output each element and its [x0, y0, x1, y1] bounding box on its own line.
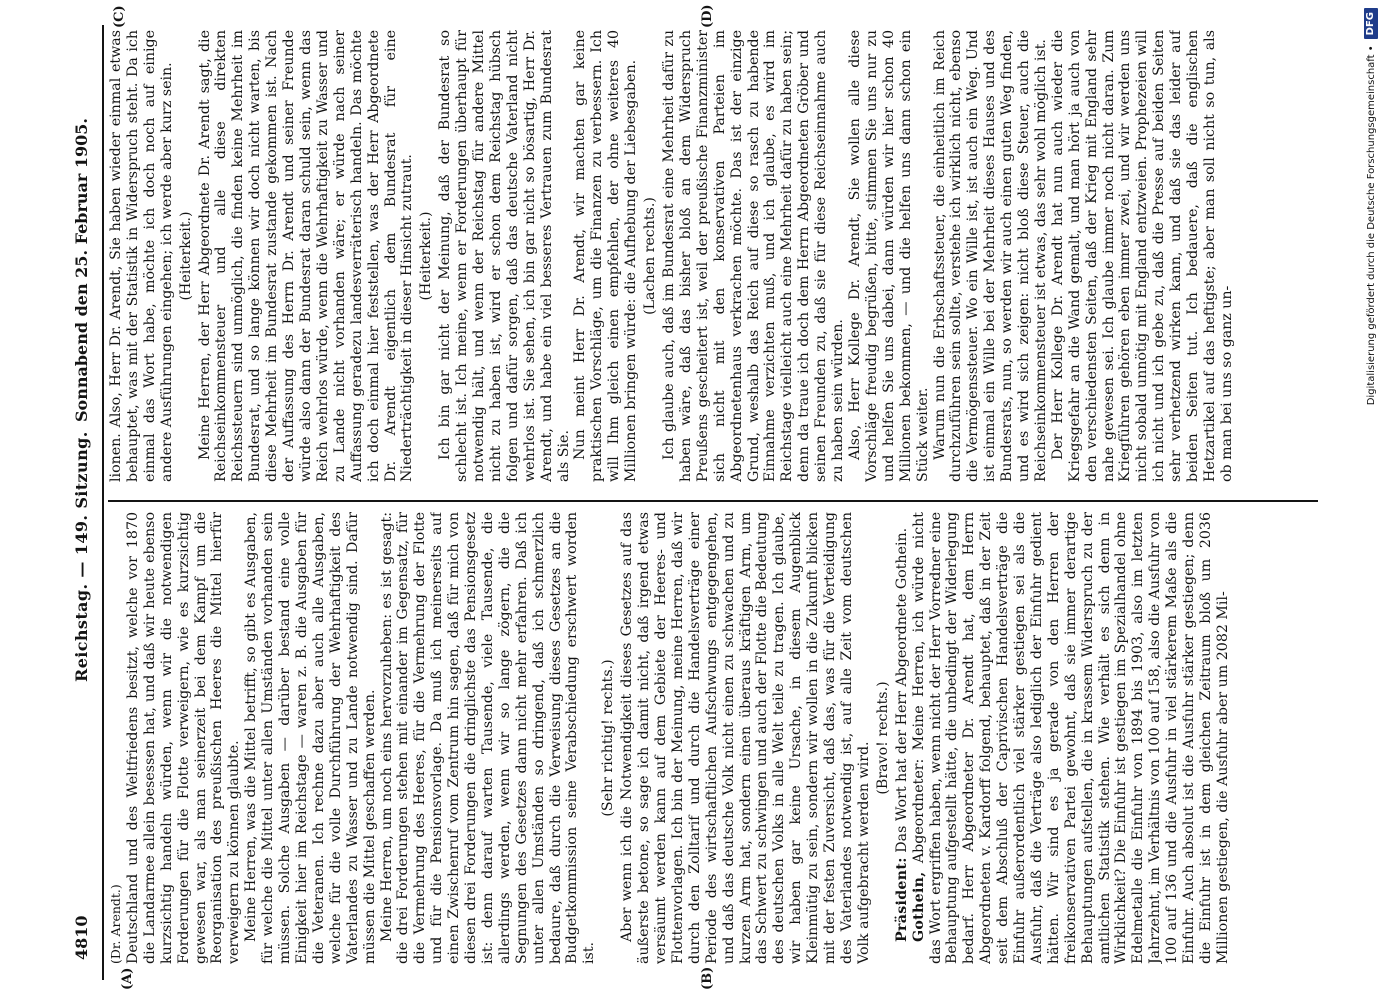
dfg-attribution	[1362, 8, 1380, 998]
president-label: Präsident:	[893, 857, 910, 942]
gothein-speech	[911, 512, 1232, 964]
president-statement	[894, 512, 911, 964]
president-text: Das Wort hat der Herr Abgeordnete Gothein.	[893, 527, 910, 853]
attribution-text: Digitalisierung gefördert durch die Deutsche Forschungsgemeinschaft •	[1365, 45, 1377, 406]
paragraph: Also, Herr Kollege Dr. Arendt, Sie wollen alle diese Vorschläge freudig begrüßen, bitte, stimmen Sie uns nur zu und helfen Sie uns dabei, dann würden wir hier schon 40 Millionen bekommen, — und die helfen uns dann schon ein Stück weiter.	[846, 30, 931, 482]
margin-marker-d: (D)	[700, 4, 715, 28]
newspaper-sheet	[10, 0, 1383, 1000]
paragraph: Warum nun die Erbschaftssteuer, die einheitlich im Reich durchzuführen sein sollte, verstehe ich wirklich nicht, ebenso die Vermögenssteuer. Wo ein Wille ist, ist auch ein Weg. Und ist einmal ein Wille bei der Mehrheit dieses Hauses und des Bundesrats, nun, so werden wir auch einen guten Weg finden, und es wird sich zeigen: nicht bloß diese Steuer, auch die Reichseinkommensteuer ist etwas, das sehr wohl möglich ist.	[931, 30, 1049, 482]
paragraph: Ich bin gar nicht der Meinung, daß der Bundesrat so schlecht ist. Ich meine, wenn er Forderungen überhaupt für notwendig hält, und wenn der Reichstag für andere Mittel nicht zu haben ist, wird er schon dem Reichstag hübsch folgen und dafür sorgen, daß das deutsche Vaterland nicht wehrlos ist. Sie sehen, ich bin gar nicht so bösartig, Herr Dr. Arendt, und habe ein viel besseres Vertrauen zum Bundesrat als Sie.	[437, 30, 572, 482]
left-column	[108, 512, 1323, 964]
page-number: 4810	[72, 915, 91, 960]
gothein-label: Gothein,	[910, 871, 927, 942]
paragraph: Meine Herren, der Herr Abgeordnete Dr. Arendt sagt, die Reichseinkommensteuer und alle diese direkten Reichssteuern sind unmöglich, die finden keine Mehrheit im Bundesrat, und so lange können wir doch nicht warten, bis diese Mehrheit im Bundesrat zustande gekommen ist. Nach der Auffassung des Herrn Dr. Arendt und seiner Freunde würde also dann der Bundesrat daran schuld sein, wenn das Reich wehrlos würde, wenn die Wehrhaftigkeit zu Wasser und zu Lande nicht vorhanden wäre; er würde nach seiner Auffassung geradezu landesverräterisch handeln. Das möchte ich doch einmal hier feststellen, was der Herr Abgeordnete Dr. Arendt eigentlich dem Bundesrat für eine Niederträchtigkeit in dieser Hinsicht zutraut.	[196, 30, 416, 482]
right-column	[108, 30, 1323, 482]
sitting-title: Reichstag. — 149. Sitzung.	[72, 431, 91, 682]
interjection: (Heiterkeit.)	[418, 211, 435, 301]
running-head	[70, 24, 100, 982]
margin-marker-a: (A)	[120, 967, 135, 990]
sitting-date: Sonnabend den 25. Februar 1905.	[72, 118, 91, 422]
margin-marker-b: (B)	[700, 966, 715, 990]
paragraph: Meine Herren, was die Mittel betrifft, so gibt es Ausgaben, für welche die Mittel unter allen Umständen vorhanden sein müssen. Solche Ausgaben — darüber bestand eine volle Einigkeit hier im Reichstage — waren z. B. die Ausgaben für die Veteranen. Ich rechne dazu aber auch alle Ausgaben, welche für die volle Durchführung der Wehrhaftigkeit des Vaterlandes zu Wasser und zu Lande notwendig sind. Dafür müssen die Mittel geschaffen werden.	[243, 512, 378, 964]
paragraph: Nun meint Herr Dr. Arendt, wir machten gar keine praktischen Vorschläge, um die Finanzen zu verbessern. Ich will Ihm gleich einen empfehlen, der ohne weiteres 40 Millionen bringen würde: die Aufhebung der Liebesgaben.	[572, 30, 640, 482]
interjection: (Bravo! rechts.)	[874, 681, 891, 795]
paragraph: lionen. Also, Herr Dr. Arendt, Sie haben wieder einmal etwas behauptet, was mit der Statistik in Widerspruch steht. Da ich einmal das Wort habe, möchte ich doch noch auf einige andere Ausführungen eingehen; ich werde aber kurz sein.	[108, 30, 175, 482]
interjection: (Sehr richtig! rechts.)	[600, 659, 617, 817]
paragraph: Meine Herren, um noch eins hervorzuheben: es ist gesagt: die drei Forderungen stehen mit einander im Gegensatz, für die Vermehrung des Heeres, für die Vermehrung der Flotte und für die Pensionsvorlage. Da muß ich meinerseits auf einen Zwischenruf vom Zentrum hin sagen, daß für mich von diesen drei Forderungen die dringlichste das Pensionsgesetz ist: denn darauf warten Tausende, viele Tausende, die allerdings werden, wenn wir so lange zögern, die die Segnungen des Gesetzes dann nicht mehr erfahren. Daß ich unter allen Umständen so dringend, daß ich schmerzlich bedaure, daß durch die Verweisung dieses Gesetzes an die Budgetkommission seine Verabschiedung erschwert worden ist.	[378, 512, 598, 964]
interjection: (Lachen rechts.)	[642, 197, 659, 315]
paragraph: Ich glaube auch, daß im Bundesrat eine Mehrheit dafür zu haben wäre, daß das bisher bloß an dem Widerspruch Preußens gescheitert ist, weil der preußische Finanzminister sich nicht mit den konservativen Parteien im Abgeordnetenhaus verkrachen möchte. Das ist der einzige Grund, weshalb das Reich auf diese so rasch zu habende Einnahme verzichten muß, und ich glaube, es wird im Reichstage vielleicht auch eine Mehrheit dafür zu haben sein; denn da traue ich doch dem Herrn Abgeordneten Gröber und seinen Freunden zu, daß sie für diese Reichseinnahme auch zu haben sein würden.	[661, 30, 847, 482]
paragraph: Der Herr Kollege Dr. Arendt hat nun auch wieder die Kriegsgefahr an die Wand gemalt, und man hört ja auch von den verschiedensten Seiten, daß der Krieg mit England sehr nahe gewesen sei. Ich glaube immer noch nicht daran. Zum Kriegführen gehören eben immer zwei, und wir werden uns nicht sobald unnötig mit England entzweien. Prophezeien will ich nicht und ich gebe zu, daß die Presse auf beiden Seiten sehr verhetzend wirken kann, und daß sie das leider auf beiden Seiten tut. Ich bedauere, daß die englischen Hetzartikel auf das heftigste; aber man soll nicht so tun, als ob man bei uns so ganz un-	[1049, 30, 1235, 482]
interjection: (Heiterkeit.)	[177, 211, 194, 301]
margin-marker-c: (C)	[112, 5, 127, 28]
paragraph: Deutschland und des Weltfriedens besitzt, welche vor 1870 die Landarmee allein besessen hat, und daß wir heute ebenso kurzsichtig handeln würden, wenn wir die notwendigen Forderungen für die Flotte verweigern, wie es kurzsichtig gewesen war, als man seinerzeit bei dem Kampf um die Reorganisation des preußischen Heeres die Mittel hierfür verweigern zu können glaubte.	[124, 512, 243, 964]
header-rule	[102, 25, 104, 980]
paragraph: Aber wenn ich die Notwendigkeit dieses Gesetzes auf das äußerste betone, so sage ich damit nicht, daß irgend etwas versäumt werden kann auf dem Gebiete der Heeres- und Flottenvorlagen. Ich bin der Meinung, meine Herren, daß wir durch den Zolltarif und durch die Handelsverträge einer Periode des wirtschaftlichen Aufschwungs entgegengehen, und daß das deutsche Volk nicht einen zu schwachen und zu kurzen Arm hat, sondern einen überaus kräftigen Arm, um das Schwert zu schwingen und auch der Flotte die Bedeutung des deutschen Volks in alle Welt teile zu tragen. Ich glaube, wir haben gar keine Ursache, in diesem Augenblick Kleinmütig zu sein, sondern wir wollen in die Zukunft blicken mit der festen Zuversicht, daß das, was für die Verteidigung des Vaterlandes notwendig ist, auf alle Zeit vom deutschen Volk aufgebracht werden wird.	[619, 512, 872, 964]
dfg-logo-icon: DFG	[1364, 8, 1378, 39]
gothein-text: Abgeordneter: Meine Herren, ich würde nicht das Wort ergriffen haben, wenn nicht der Herr Vorredner eine Behauptung aufgestellt hätte, die unbedingt der Widerlegung bedarf. Herr Abgeordneter Dr. Arendt hat, dem Herrn Abgeordneten v. Kardorff folgend, behauptet, daß in der Zeit seit dem Abschluß der Caprivischen Handelsverträge die Einfuhr außerordentlich viel stärker gestiegen sei als die Ausfuhr, daß die Verträge also lediglich der Einfuhr gedient hätten. Wir sind es ja gerade von den Herren der freikonservativen Partei gewohnt, daß sie immer derartige Behauptungen aufstellen, die in krassem Widerspruch zu der amtlichen Statistik stehen. Wie verhält es sich denn in Wirklichkeit? Die Einfuhr ist gestiegen im Spezialhandel ohne Edelmetalle die Einfuhr von 1894 bis 1903, also im letzten Jahrzehnt, im Verhältnis von 100 auf 158, also die Ausfuhr von 100 auf 136 und die Ausfuhr in viel stärkerem Maße als die Einfuhr. Auch absolut ist die Ausfuhr stärker gestiegen; denn die Einfuhr ist in dem gleichen Zeitraum bloß um 2036 Millionen gestiegen, die Ausfuhr aber um 2082 Mil-	[910, 512, 1231, 964]
speaker-continued: (Dr. Arendt.)	[108, 884, 123, 964]
column-divider	[108, 500, 1318, 502]
